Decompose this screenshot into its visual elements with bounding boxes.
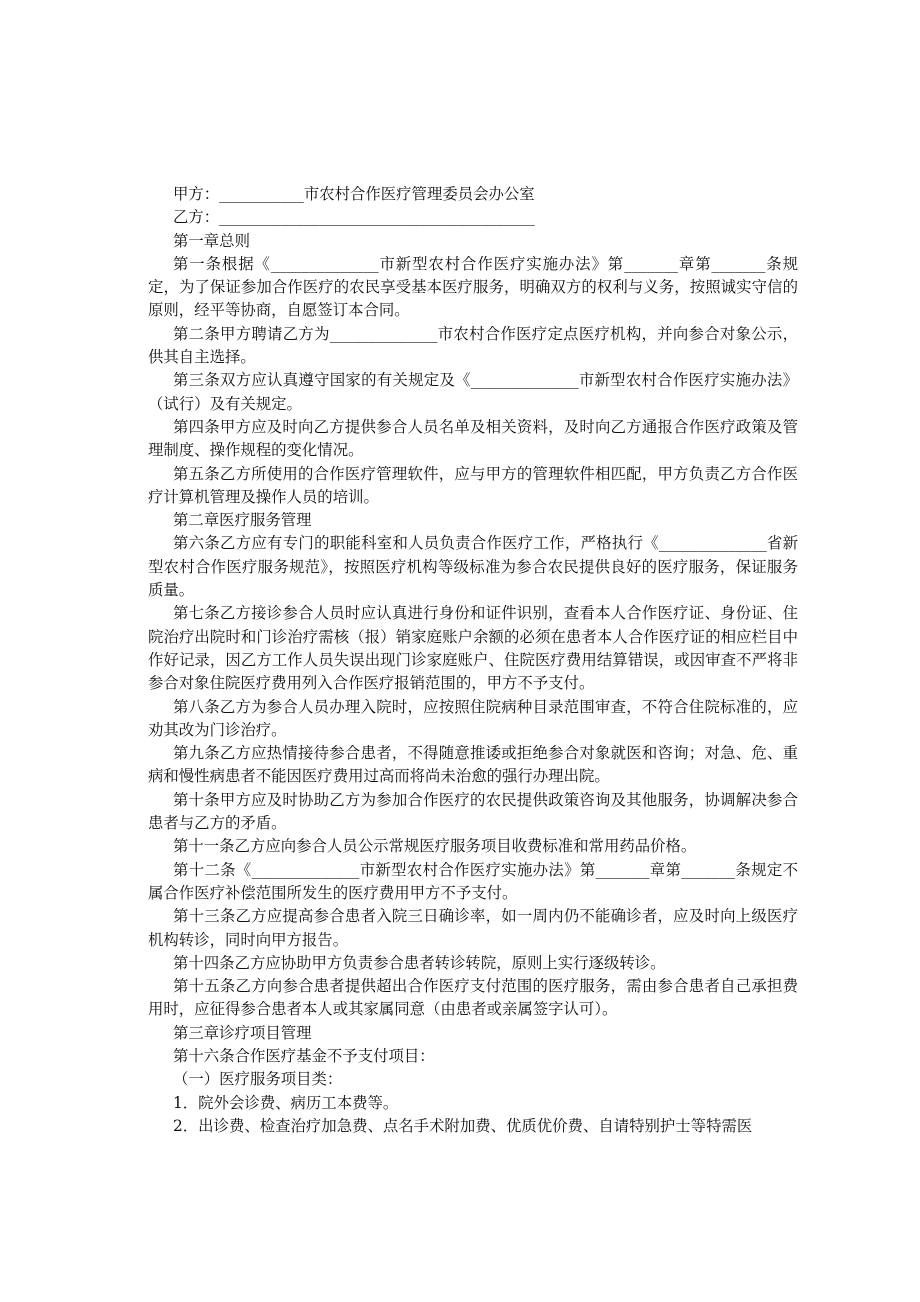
article-10: 第十条甲方应及时协助乙方为参加合作医疗的农民提供政策咨询及其他服务，协调解决参合患者与乙方的矛盾。: [148, 790, 798, 833]
chapter-heading: 第三章诊疗项目管理: [173, 1023, 312, 1042]
article-15: 第十五条乙方向参合患者提供超出合作医疗支付范围的医疗服务，需由参合患者自己承担费用时，应征得参合患者本人或其家属同意（由患者或亲属签字认可）。: [148, 977, 798, 1019]
article-6: 第六条乙方应有专门的职能科室和人员负责合作医疗工作，严格执行《______________省新型农村合作医疗服务规范》，按照医疗机构等级标准为参合农民提供良好的医疗服务，保证服务质量。: [148, 534, 798, 600]
article-16: 第十六条合作医疗基金不予支付项目：: [173, 1046, 435, 1065]
article-12: 第十二条《______________市新型农村合作医疗实施办法》第_______章第_______条规定不属合作医疗补偿范围所发生的医疗费用甲方不予支付。: [148, 860, 798, 902]
chapter-heading: 第一章总则: [173, 231, 250, 250]
chapter-heading: 第二章医疗服务管理: [173, 511, 312, 530]
list-heading: （一）医疗服务项目类：: [173, 1070, 343, 1089]
list-item: 2．出诊费、检查治疗加急费、点名手术附加费、优质优价费、自请特别护士等特需医: [173, 1116, 753, 1135]
article-13: 第十三条乙方应提高参合患者入院三日确诊率，如一周内仍不能确诊者，应及时向上级医疗机构转诊，同时向甲方报告。: [148, 907, 798, 949]
article-4: 第四条甲方应及时向乙方提供参合人员名单及相关资料，及时向乙方通报合作医疗政策及管理制度、操作规程的变化情况。: [148, 417, 798, 460]
list-item: 1．院外会诊费、病历工本费等。: [173, 1093, 399, 1112]
article-2: 第二条甲方聘请乙方为______________市农村合作医疗定点医疗机构，并向参合对象公示，供其自主选择。: [148, 324, 798, 367]
article-14: 第十四条乙方应协助甲方负责参合患者转诊转院，原则上实行逐级转诊。: [173, 953, 666, 972]
article-9: 第九条乙方应热情接待参合患者，不得随意推诿或拒绝参合对象就医和咨询；对急、危、重病和慢性病患者不能因医疗费用过高而将尚未治愈的强行办理出院。: [148, 744, 798, 786]
article-3: 第三条双方应认真遵守国家的有关规定及《______________市新型农村合作医疗实施办法》（试行）及有关规定。: [148, 371, 798, 413]
article-7: 第七条乙方接诊参合人员时应认真进行身份和证件识别，查看本人合作医疗证、身份证、住院治疗出院时和门诊治疗需核（报）销家庭账户余额的必须在患者本人合作医疗证的相应栏目中作好记录，因乙方工作人员失误出现门诊家庭账户、住院医疗费用结算错误，或因审查不严将非参合对象住院医疗费用列入合作医疗报销范围的，甲方不予支付。: [148, 604, 798, 693]
party-a-line: 甲方：___________市农村合作医疗管理委员会办公室: [173, 185, 535, 203]
article-8: 第八条乙方为参合人员办理入院时，应按照住院病种目录范围审查，不符合住院标准的，应劝其改为门诊治疗。: [148, 697, 798, 739]
contract-body: [148, 183, 798, 1138]
article-11: 第十一条乙方应向参合人员公示常规医疗服务项目收费标准和常用药品价格。: [173, 837, 697, 856]
article-1: 第一条根据《______________市新型农村合作医疗实施办法》第_______章第_______条规定，为了保证参加合作医疗的农民享受基本医疗服务，明确双方的权利与义务，按照诚实守信的原则，经平等协商，自愿签订本合同。: [148, 254, 798, 320]
party-b-line: 乙方：_________________________________________: [173, 208, 535, 227]
article-5: 第五条乙方所使用的合作医疗管理软件，应与甲方的管理软件相匹配，甲方负责乙方合作医疗计算机管理及操作人员的培训。: [148, 464, 798, 506]
